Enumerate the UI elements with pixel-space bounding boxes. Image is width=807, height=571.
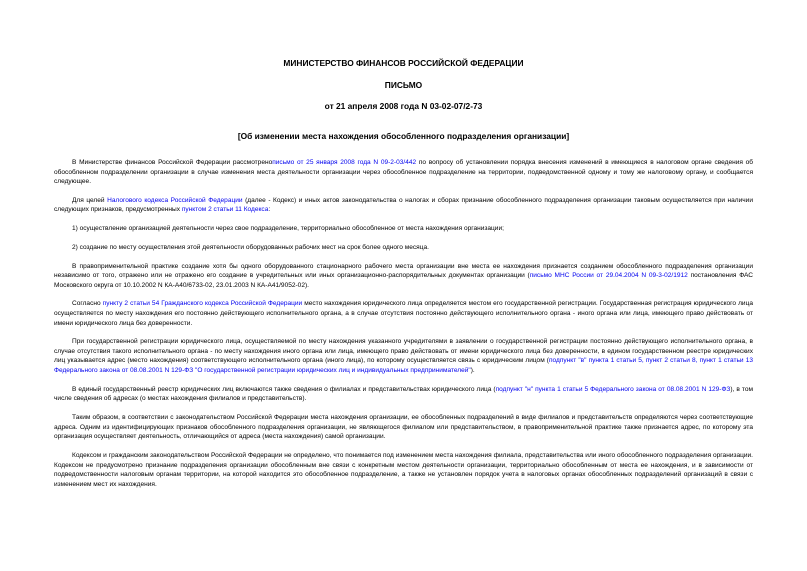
federal-law-link[interactable]: подпункт "в" пункта 1 статьи 5, пункт 2 статьи 8, пункт 1 статьи 13 Федерального закона от 08.08.2001 N 129-ФЗ "О государственной регистрации юридических лиц и индивидуальных предпринимателей" <box>54 357 753 375</box>
paragraph <box>54 385 753 404</box>
tax-code-link[interactable]: Налогового кодекса Российской Федерации <box>107 196 243 204</box>
paragraph-text: ). <box>470 367 475 375</box>
document-body <box>54 158 753 498</box>
paragraph-text: : <box>268 206 271 214</box>
paragraph <box>54 299 753 328</box>
federal-law-subpoint-link[interactable]: подпункт "н" пункта 1 статьи 5 Федерального закона от 08.08.2001 N 129-ФЗ <box>495 385 731 393</box>
civil-code-link[interactable]: пункту 2 статьи 54 Гражданского кодекса Российской Федерации <box>102 300 303 308</box>
list-item: 2) создание по месту осуществления этой деятельности оборудованных рабочих мест на срок более одного месяца. <box>72 243 429 251</box>
paragraph <box>54 337 753 375</box>
paragraph-text: (далее - Кодекс) и иных актов законодательства о налогах и сборах признание обособленного подразделения организации таковым осуществляется при наличии следующих признаков, предусмотренных <box>54 196 753 214</box>
paragraph-text: В Министерстве финансов Российской Федерации рассмотрено <box>72 159 273 166</box>
document-date-number: от 21 апреля 2008 года N 03-02-07/2-73 <box>324 101 483 111</box>
paragraph-text: постановления ФАС Московского округа от 10.10.2002 N КА-А40/6733-02, 23.01.2003 N КА-А41/9052-02). <box>54 272 754 289</box>
paragraph <box>54 196 753 215</box>
paragraph <box>54 158 753 187</box>
paragraph-text: Согласно <box>72 300 103 308</box>
paragraph: Таким образом, в соответствии с законодательством Российской Федерации места нахождения организации, ее обособленных подразделений в виде филиалов и представительств определяются через соответствующие адреса. Одним из идентифицирующих признаков обособленного подразделения организации, не являющегося филиалом или представительством, в правоприменительной практике также признается адрес, по которому эта организация осуществляет деятельность, отличающийся от адреса (места нахождения) самой организации. <box>54 414 753 441</box>
paragraph-text: по вопросу об установлении порядка внесения изменений в имеющиеся в налоговом органе сведения об обособленном подразделении организации в случае изменения места деятельности организации через обособленное подразделение на территории, подведомственной одному и тому же налоговому органу, и сообщается следующее. <box>54 159 754 186</box>
article-11-link[interactable]: пунктом 2 статьи 11 Кодекса <box>181 206 269 214</box>
paragraph-text: В единый государственный реестр юридических лиц включаются также сведения о филиалах и представительствах юридического лица ( <box>72 385 496 393</box>
mns-letter-link[interactable]: письмо МНС России от 29.04.2004 N 09-3-02/1912 <box>529 272 688 280</box>
paragraph <box>54 262 753 291</box>
paragraph: Кодексом и гражданским законодательством Российской Федерации не определено, что понимается под изменением места нахождения филиала, представительства или иного обособленного подразделения организации. Кодексом не предусмотрено признание подразделения организации обособленным вне связи с конкретным местом деятельности организации, территориально обособленным от места ее нахождения, и в зависимости от подведомственности налоговым органам территории, на которой находится это обособленное подразделение, а также не установлен порядок учета в налоговых органах обособленных подразделений организаций в связи с изменением мест их нахождения. <box>54 451 753 488</box>
paragraph-text: Для целей <box>72 196 108 204</box>
document-subject: [Об изменении места нахождения обособленного подразделения организации] <box>237 131 570 141</box>
ministry-heading: МИНИСТЕРСТВО ФИНАНСОВ РОССИЙСКОЙ ФЕДЕРАЦИИ <box>283 58 524 68</box>
letter-link[interactable]: письмо от 25 января 2008 года N 09-2-03/442 <box>272 159 417 166</box>
list-item: 1) осуществление организацией деятельности через свое подразделение, территориально обособленное от места нахождения организации; <box>72 225 504 233</box>
document-type: ПИСЬМО <box>384 80 423 90</box>
paragraph-text: В правоприменительной практике создание хотя бы одного оборудованного стационарного рабочего места организации вне места ее нахождения признается созданием обособленного подразделения организации независимо от того, отражено или не отражено его создание в учредительных или иных организационно-распорядительных документах организации ( <box>54 262 753 280</box>
paragraph-text: ), в том числе сведения об адресах (о местах нахождения филиалов и представительств). <box>54 385 753 403</box>
paragraph-text: При государственной регистрации юридического лица, осуществляемой по месту нахождения указанного учредителями в заявлении о государственной регистрации постоянно действующего исполнительного органа, в случае отсутствия такого исполнительного органа - по месту нахождения иного органа или лица, имеющего право действовать от имени юридического лица без доверенности, в едином государственном реестре юридических лиц указывается адрес (место нахождения) соответствующего исполнительного органа (иного лица), по которому осуществляется связь с юридическим лицом ( <box>54 338 753 365</box>
paragraph-text: место нахождения юридического лица определяется местом его государственной регистрации. Государственная регистрация юридического лица осуществляется по месту нахождения его постоянно действующего исполнительного органа, а в случае отсутствия постоянно действующего исполнительного органа - иного органа или лица, имеющего право действовать от имени юридического лица без доверенности. <box>54 300 753 327</box>
